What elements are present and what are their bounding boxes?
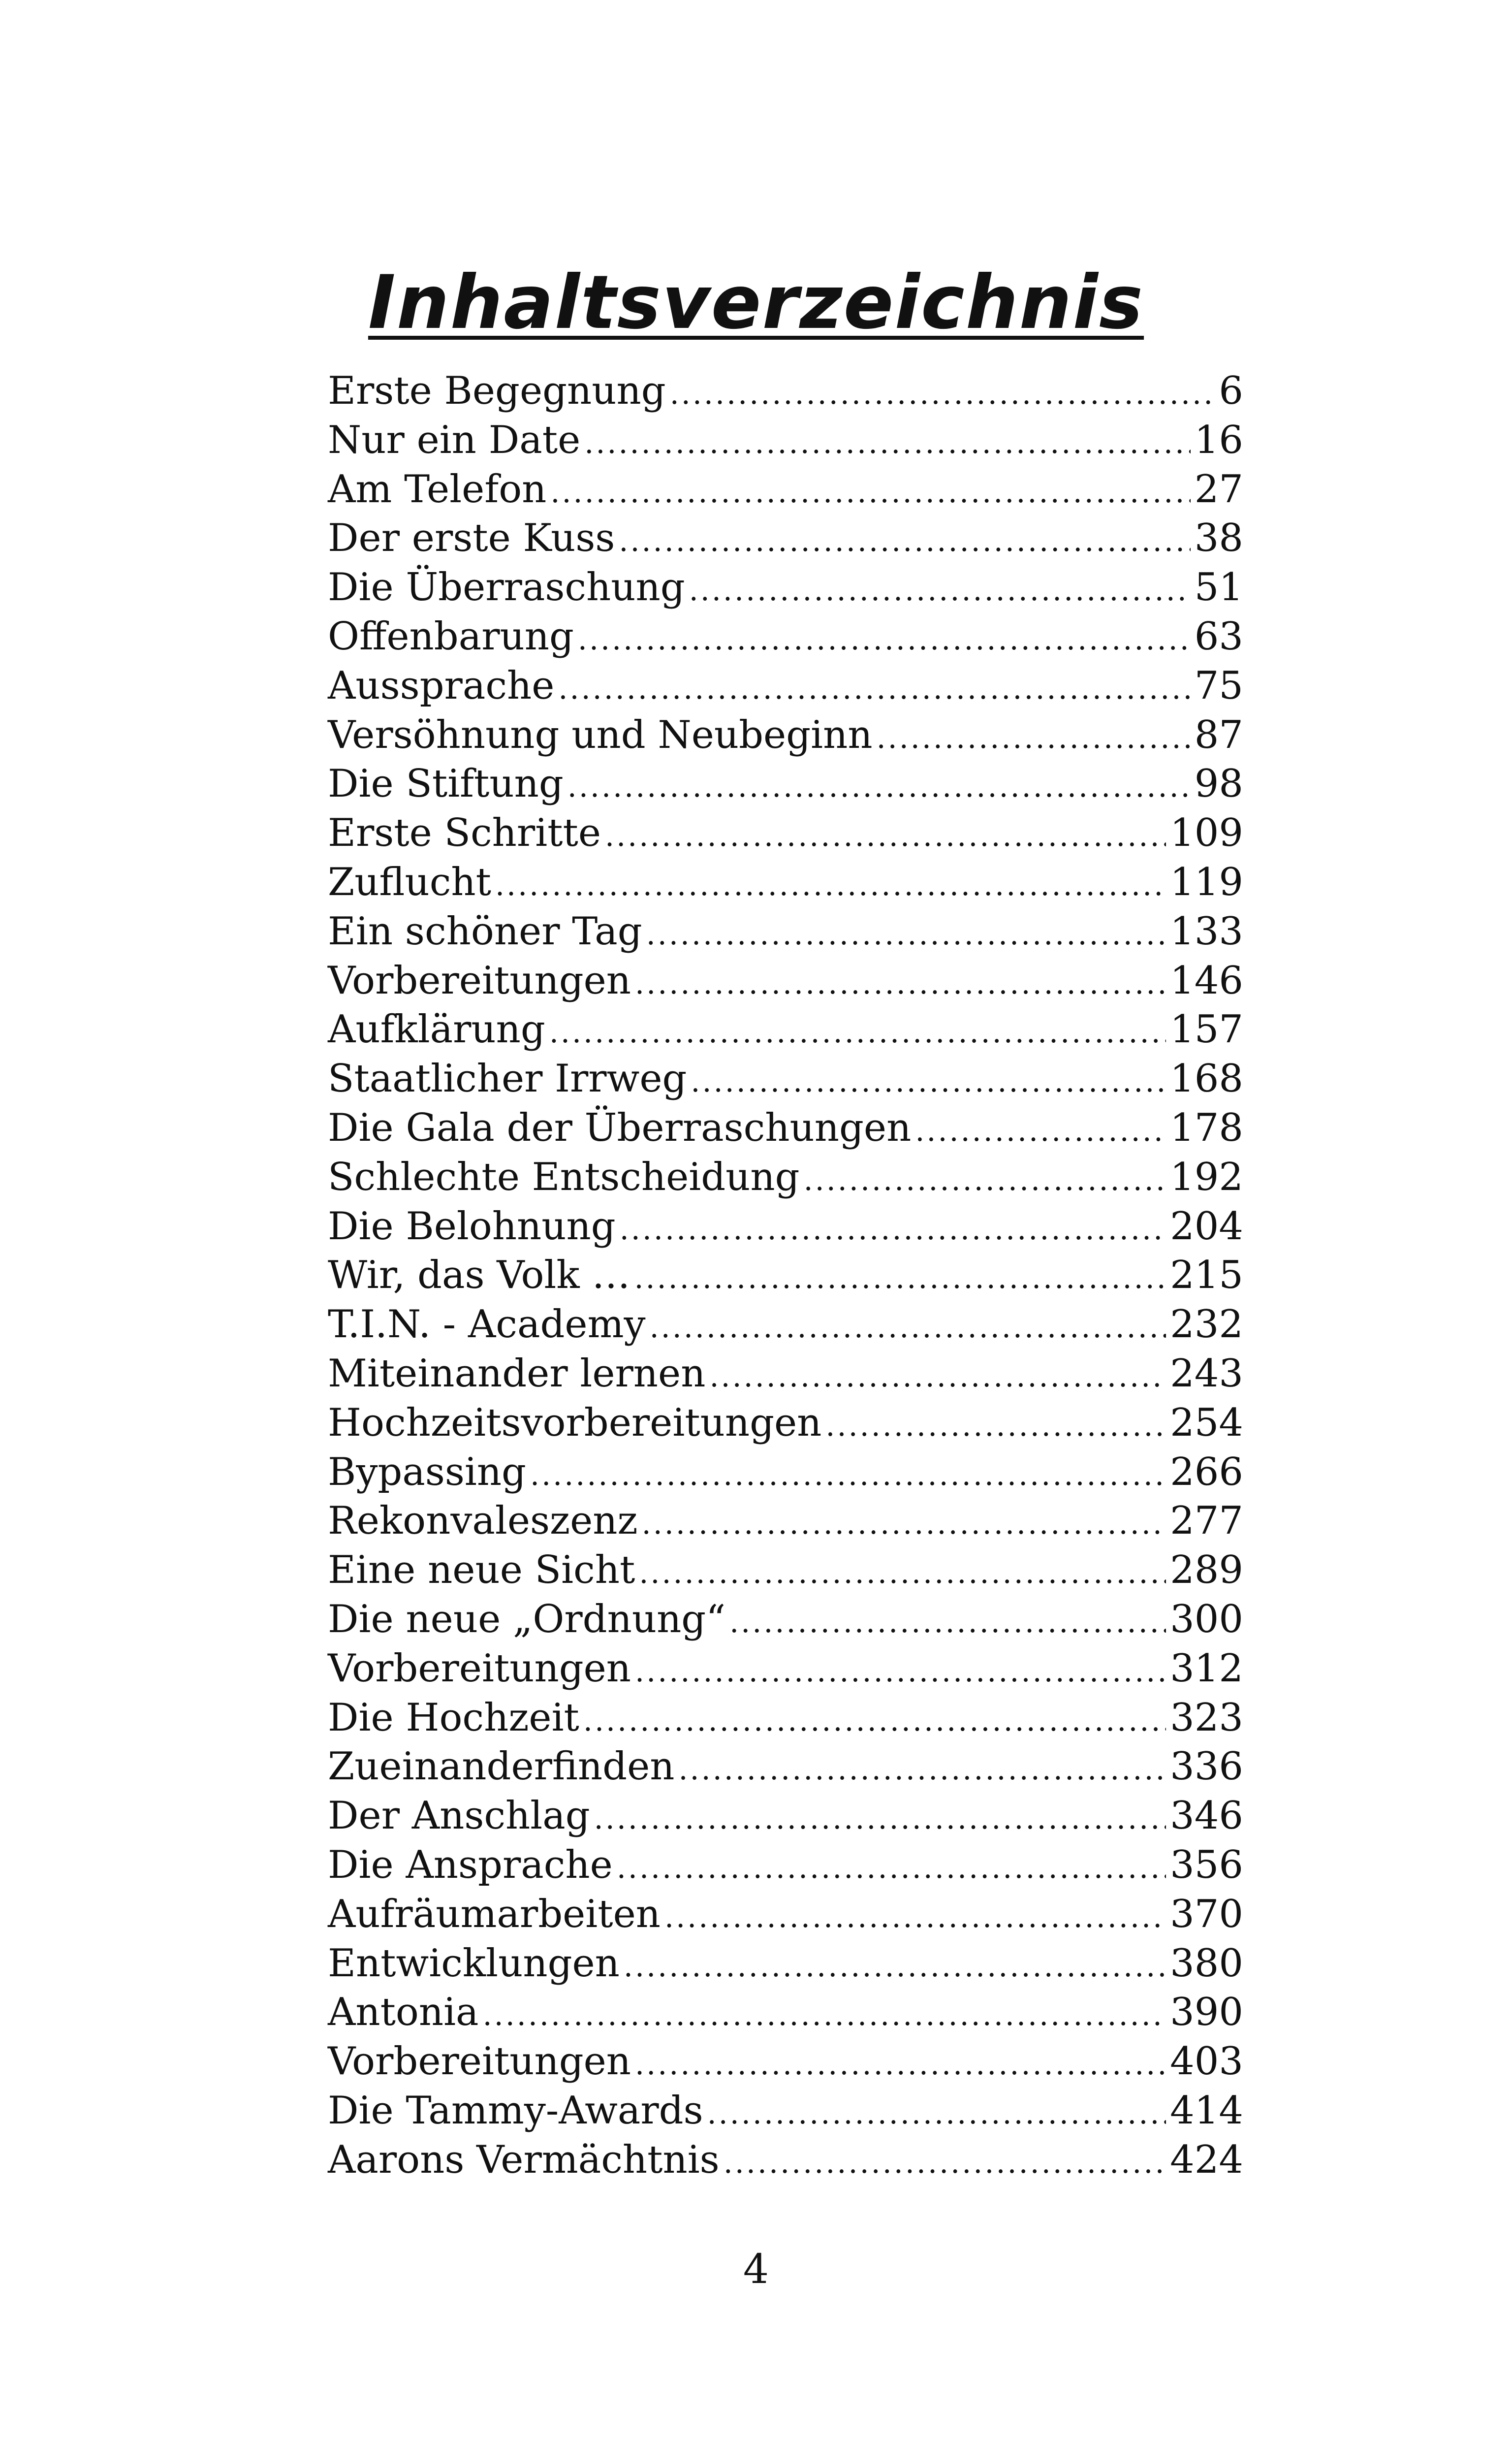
toc-entry-title: Die neue „Ordnung“ (328, 1597, 726, 1641)
toc-entry-title: Aussprache (328, 663, 555, 708)
toc-entry (328, 416, 1243, 465)
toc-entry-title: Entwicklungen (328, 1941, 620, 1986)
toc-entry (328, 2087, 1243, 2136)
dot-leader (635, 1647, 1166, 1697)
toc-entry-page: 346 (1170, 1794, 1243, 1838)
dot-leader (915, 1107, 1166, 1156)
dot-leader (664, 1893, 1166, 1942)
toc-entry (328, 1055, 1243, 1104)
toc-entry (328, 711, 1243, 760)
toc-entry-title: T.I.N. - Academy (328, 1302, 646, 1347)
toc-entry-title: Aufklärung (328, 1007, 545, 1052)
dot-leader (550, 468, 1190, 517)
toc-entry (328, 1251, 1243, 1300)
dot-leader (530, 1451, 1166, 1500)
toc-entry-page: 38 (1194, 516, 1243, 561)
toc-entry-title: Die Tammy-Awards (328, 2088, 703, 2133)
dot-leader (617, 1844, 1166, 1893)
toc-entry-page: 424 (1170, 2137, 1243, 2182)
toc-heading-text: Inhaltsverzeichnis (368, 260, 1144, 346)
toc-entry (328, 1005, 1243, 1055)
toc-entry-page: 16 (1194, 418, 1243, 462)
toc-entry-title: Versöhnung und Neubeginn (328, 712, 873, 757)
toc-entry-page: 51 (1194, 565, 1243, 610)
toc-heading (0, 256, 1512, 350)
toc-entry-page: 414 (1170, 2088, 1243, 2133)
toc-entry-page: 178 (1170, 1105, 1243, 1150)
toc-entry (328, 760, 1243, 809)
toc-entry-page: 312 (1170, 1646, 1243, 1691)
toc-entry (328, 514, 1243, 563)
dot-leader (724, 2139, 1166, 2188)
toc-entry-page: 380 (1170, 1941, 1243, 1986)
dot-leader (594, 1795, 1166, 1844)
toc-entry (328, 1497, 1243, 1546)
toc-entry (328, 1890, 1243, 1939)
dot-leader (619, 517, 1190, 566)
dot-leader (691, 1058, 1166, 1107)
toc-entry (328, 1202, 1243, 1252)
toc-entry-page: 133 (1170, 909, 1243, 954)
toc-entry-title: Die Stiftung (328, 762, 564, 806)
toc-entry-page: 370 (1170, 1892, 1243, 1936)
toc-entry-page: 289 (1170, 1548, 1243, 1593)
toc-entry-title: Offenbarung (328, 614, 574, 659)
toc-entry (328, 1350, 1243, 1399)
toc-entry-page: 6 (1219, 369, 1243, 413)
dot-leader (495, 861, 1166, 910)
toc-entry (328, 1546, 1243, 1595)
toc-entry (328, 907, 1243, 957)
toc-entry-title: Schlechte Entscheidung (328, 1155, 800, 1199)
toc-entry-page: 356 (1170, 1842, 1243, 1887)
toc-entry-title: Die Überraschung (328, 565, 685, 610)
dot-leader (567, 763, 1191, 812)
toc-entry-title: Staatlicher Irrweg (328, 1057, 687, 1101)
table-of-contents (328, 367, 1243, 2185)
toc-entry-title: Vorbereitungen (328, 2039, 631, 2084)
toc-entry-title: Der Anschlag (328, 1794, 590, 1838)
dot-leader (549, 1008, 1166, 1058)
toc-entry-page: 277 (1170, 1499, 1243, 1543)
toc-entry-title: Der erste Kuss (328, 516, 615, 561)
dot-leader (624, 1942, 1166, 1992)
dot-leader (635, 2040, 1166, 2089)
toc-entry (328, 662, 1243, 711)
toc-entry-page: 27 (1194, 467, 1243, 512)
toc-entry-page: 336 (1170, 1744, 1243, 1789)
toc-entry-page: 119 (1170, 860, 1243, 904)
toc-entry (328, 1988, 1243, 2037)
dot-leader (634, 1254, 1166, 1303)
dot-leader (646, 910, 1166, 960)
toc-entry-page: 98 (1194, 762, 1243, 806)
dot-leader (639, 1549, 1166, 1598)
dot-leader (483, 1991, 1166, 2040)
toc-entry-page: 300 (1170, 1597, 1243, 1641)
toc-entry-page: 266 (1170, 1449, 1243, 1494)
dot-leader (709, 1352, 1166, 1402)
toc-entry-title: Die Belohnung (328, 1204, 616, 1249)
toc-entry (328, 1153, 1243, 1202)
dot-leader (642, 1500, 1166, 1549)
toc-entry (328, 858, 1243, 907)
toc-entry-title: Aarons Vermächtnis (328, 2137, 720, 2182)
toc-entry-page: 390 (1170, 1990, 1243, 2035)
toc-entry (328, 809, 1243, 858)
toc-entry (328, 367, 1243, 416)
dot-leader (558, 665, 1190, 714)
toc-entry (328, 1104, 1243, 1153)
toc-entry-page: 254 (1170, 1400, 1243, 1445)
toc-entry-title: Vorbereitungen (328, 1646, 631, 1691)
dot-leader (578, 615, 1191, 665)
toc-entry-title: Ein schöner Tag (328, 909, 642, 954)
toc-entry-title: Antonia (328, 1990, 479, 2035)
toc-entry-page: 204 (1170, 1204, 1243, 1249)
dot-leader (635, 960, 1166, 1009)
toc-entry-page: 146 (1170, 958, 1243, 1003)
toc-entry-page: 168 (1170, 1057, 1243, 1101)
toc-entry-page: 109 (1170, 811, 1243, 856)
toc-entry (328, 957, 1243, 1006)
toc-entry (328, 2136, 1243, 2185)
dot-leader (678, 1745, 1166, 1795)
dot-leader (689, 566, 1191, 615)
toc-entry-title: Am Telefon (328, 467, 547, 512)
toc-entry-title: Miteinander lernen (328, 1351, 706, 1396)
toc-entry-page: 87 (1194, 712, 1243, 757)
dot-leader (650, 1303, 1166, 1352)
toc-entry (328, 1300, 1243, 1350)
page-number: 4 (743, 2246, 769, 2293)
toc-entry-page: 157 (1170, 1007, 1243, 1052)
toc-entry (328, 1792, 1243, 1841)
toc-entry-title: Zuflucht (328, 860, 491, 904)
toc-entry-page: 232 (1170, 1302, 1243, 1347)
dot-leader (804, 1156, 1166, 1205)
toc-entry (328, 1939, 1243, 1989)
toc-entry (328, 1644, 1243, 1694)
toc-entry (328, 2037, 1243, 2087)
toc-entry (328, 1448, 1243, 1497)
toc-entry-title: Die Ansprache (328, 1842, 613, 1887)
dot-leader (729, 1598, 1166, 1647)
toc-entry-title: Vorbereitungen (328, 958, 631, 1003)
dot-leader (877, 714, 1191, 763)
toc-entry-title: Eine neue Sicht (328, 1548, 635, 1593)
toc-entry (328, 1399, 1243, 1448)
toc-entry-page: 243 (1170, 1351, 1243, 1396)
toc-entry-title: Erste Begegnung (328, 369, 666, 413)
toc-entry (328, 612, 1243, 662)
toc-entry-title: Wir, das Volk … (328, 1253, 630, 1298)
toc-entry-title: Zueinanderfinden (328, 1744, 675, 1789)
toc-entry (328, 1595, 1243, 1644)
toc-entry-title: Die Gala der Überraschungen (328, 1105, 912, 1150)
dot-leader (670, 370, 1215, 419)
toc-entry (328, 1742, 1243, 1792)
toc-entry-title: Die Hochzeit (328, 1695, 579, 1740)
dot-leader (620, 1205, 1166, 1254)
dot-leader (825, 1402, 1166, 1451)
toc-entry-page: 403 (1170, 2039, 1243, 2084)
toc-entry-page: 215 (1170, 1253, 1243, 1298)
toc-entry (328, 1694, 1243, 1743)
toc-entry-page: 63 (1194, 614, 1243, 659)
toc-entry-page: 192 (1170, 1155, 1243, 1199)
toc-entry-title: Hochzeitsvorbereitungen (328, 1400, 822, 1445)
toc-entry-page: 323 (1170, 1695, 1243, 1740)
toc-entry-title: Erste Schritte (328, 811, 601, 856)
toc-entry (328, 465, 1243, 514)
dot-leader (584, 419, 1190, 468)
toc-entry-page: 75 (1194, 663, 1243, 708)
toc-entry-title: Bypassing (328, 1449, 526, 1494)
toc-entry-title: Rekonvaleszenz (328, 1499, 638, 1543)
toc-entry (328, 1841, 1243, 1890)
dot-leader (583, 1697, 1166, 1746)
toc-entry-title: Nur ein Date (328, 418, 581, 462)
toc-entry-title: Aufräumarbeiten (328, 1892, 661, 1936)
dot-leader (605, 812, 1166, 861)
toc-entry (328, 563, 1243, 612)
dot-leader (707, 2089, 1166, 2139)
